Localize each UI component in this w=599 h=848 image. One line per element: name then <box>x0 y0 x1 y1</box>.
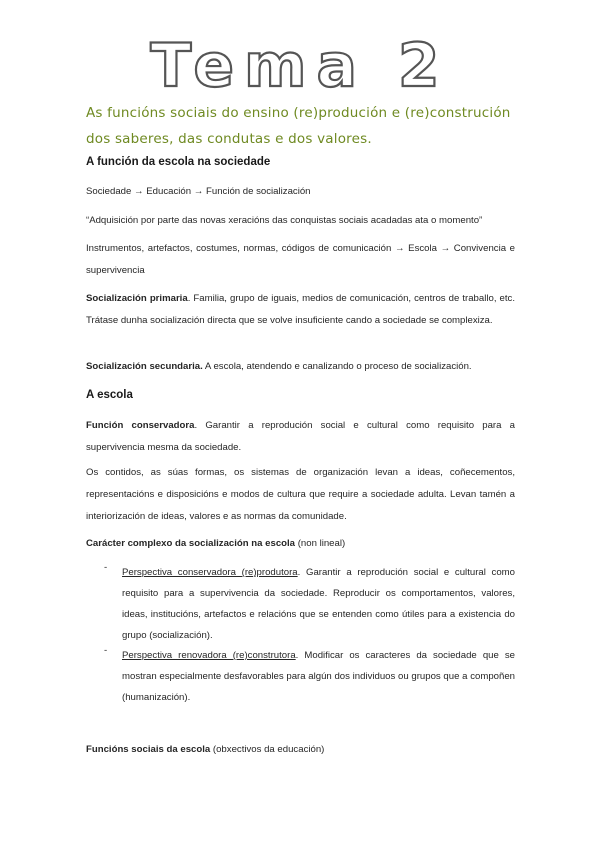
list-dash: - <box>104 562 108 573</box>
complexo-text: (non lineal) <box>295 538 346 549</box>
bullet-label: Perspectiva renovadora (re)construtora <box>122 650 296 661</box>
page-title <box>0 30 599 100</box>
flow-line: Sociedade → Educación → Función de socialización <box>86 186 311 197</box>
subtitle: As funcións sociais do ensino (re)produción e (re)construción dos saberes, das condutas e dos valores. <box>86 105 511 147</box>
heading-funcion-escola: A función da escola na sociedade <box>86 156 271 168</box>
title-graphic <box>149 30 450 101</box>
funcions-paragraph <box>86 739 515 761</box>
secundaria-text: A escola, atendendo e canalizando o proceso de socialización. <box>202 361 472 372</box>
contidos-paragraph: Os contidos, as súas formas, os sistemas de organización levan a ideas, coñecementos, representacións e disposicións e modos de cultura que require a sociedade adulta. Levan tamén a interiorización de ideas, valores e as normas da comunidade. <box>86 467 515 522</box>
bullet-text: . Garantir a reprodución social e cultural como requisito para a supervivencia da sociedade. Reproducir os comportamentos, valores, ideas, institucións, artefactos e relacións que se entenden como útiles para a existencia do grupo (socialización). <box>122 567 516 641</box>
bullet-text: . Modificar os caracteres da sociedade que se mostran especialmente desfavorables para algún dos individuos ou grupos que a compoñen (humanización). <box>122 650 515 703</box>
conservadora-text: . Garantir a reprodución social e cultural como requisito para a supervivencia mesma da sociedade. <box>86 420 516 453</box>
instruments-paragraph: Instrumentos, artefactos, costumes, normas, códigos de comunicación → Escola → Convivencia e supervivencia <box>86 243 515 276</box>
heading-escola: A escola <box>86 389 133 401</box>
bullet-label: Perspectiva conservadora (re)produtora <box>122 567 298 578</box>
primaria-text: . Familia, grupo de iguais, medios de comunicación, centros de traballo, etc. Trátase dunha socialización directa que se volve insuficiente cando a sociedade se complexiza. <box>86 293 515 326</box>
list-dash: - <box>104 645 108 656</box>
title-text: Tema 2 <box>149 31 450 101</box>
list-item <box>104 562 515 646</box>
funcions-label: Funcións sociais da escola <box>86 744 211 755</box>
quote-line: “Adquisición por parte das novas xeracións das conquistas sociais acadadas ata o momento” <box>86 215 483 226</box>
secundaria-label: Socialización secundaria. <box>86 361 203 372</box>
primaria-paragraph <box>86 288 515 332</box>
list-item <box>104 645 515 708</box>
complexo-paragraph <box>86 533 515 555</box>
complexo-label: Carácter complexo da socialización na escola <box>86 538 296 549</box>
primaria-label: Socialización primaria <box>86 293 188 304</box>
secundaria-paragraph <box>86 356 515 378</box>
funcions-text: (obxectivos da educación) <box>210 744 325 755</box>
conservadora-label: Función conservadora <box>86 420 195 431</box>
conservadora-paragraph <box>86 415 515 459</box>
